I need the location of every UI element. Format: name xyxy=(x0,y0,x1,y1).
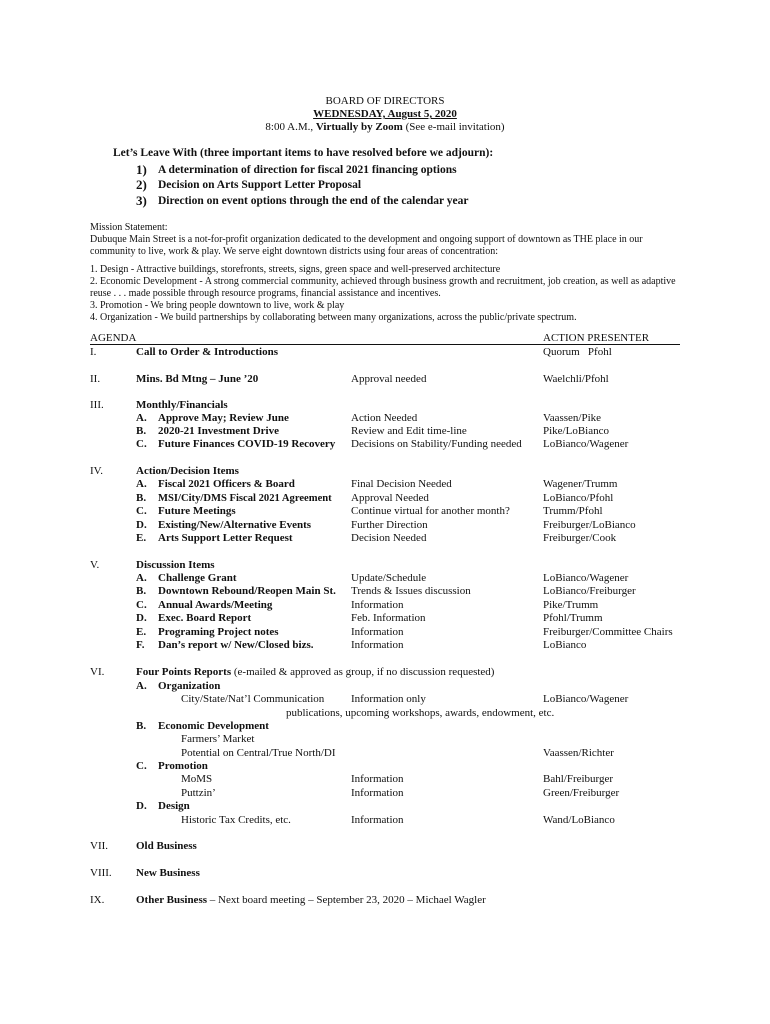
presenter: Waelchli/Pfohl xyxy=(543,373,609,385)
item-title: Future Finances COVID-19 Recovery xyxy=(158,438,336,450)
presenter: Vaassen/Pike xyxy=(543,412,602,424)
presenter: LoBianco/Freiburger xyxy=(543,585,636,597)
item-letter: E. xyxy=(136,626,147,638)
item-title: Organization xyxy=(158,680,221,692)
sub-item: City/State/Nat’l Communication xyxy=(181,693,325,705)
presenter: Freiburger/Cook xyxy=(543,532,617,544)
item-letter: B. xyxy=(136,425,147,437)
item-title: Programing Project notes xyxy=(158,626,279,638)
action: Information xyxy=(351,639,404,651)
presenter: Bahl/Freiburger xyxy=(543,773,614,785)
presenter: LoBianco/Wagener xyxy=(543,572,629,584)
section-title: New Business xyxy=(136,867,200,879)
sub-item: Historic Tax Credits, etc. xyxy=(181,814,291,826)
section-title: Monthly/Financials xyxy=(136,399,228,411)
item-letter: C. xyxy=(136,505,147,517)
section-title: Action/Decision Items xyxy=(136,465,239,477)
sub-item-detail: publications, upcoming workshops, awards, endowment, etc. xyxy=(286,707,555,719)
action: Continue virtual for another month? xyxy=(351,505,510,517)
item-title: MSI/City/DMS Fiscal 2021 Agreement xyxy=(158,493,332,504)
item-title: Arts Support Letter Request xyxy=(158,532,293,544)
item-letter: F. xyxy=(136,639,145,651)
section-num: VIII. xyxy=(90,867,112,879)
item-letter: C. xyxy=(136,760,147,772)
mission-label: Mission Statement: xyxy=(90,222,168,233)
time-suffix: (See e-mail invitation) xyxy=(402,121,505,133)
item-letter: B. xyxy=(136,585,147,597)
item-letter: D. xyxy=(136,612,147,624)
presenter: Pike/Trumm xyxy=(543,599,599,611)
sub-item: Potential on Central/True North/DI xyxy=(181,747,336,759)
next-meeting-text: – Next board meeting – September 23, 2020 – Michael Wagler xyxy=(207,894,486,906)
section-num: VII. xyxy=(90,840,109,852)
item-title: Approve May; Review June xyxy=(158,412,289,424)
presenter-heading: ACTION PRESENTER xyxy=(543,332,650,344)
action: Information xyxy=(351,599,404,611)
item-letter: C. xyxy=(136,599,147,611)
concentration-organization: 4. Organization - We build partnerships by collaborating between many organizations, across the public/private spectrum. xyxy=(90,312,577,323)
goal-num: 2) xyxy=(136,177,147,192)
item-title: Exec. Board Report xyxy=(158,612,252,624)
item-letter: C. xyxy=(136,438,147,450)
item-title: Annual Awards/Meeting xyxy=(158,599,273,611)
action: Information xyxy=(351,773,404,785)
agenda-rule xyxy=(90,344,680,345)
presenter: LoBianco xyxy=(543,639,587,651)
section-title: Old Business xyxy=(136,840,197,852)
presenter: LoBianco/Wagener xyxy=(543,693,629,705)
leave-with-heading: Let’s Leave With (three important items to have resolved before we adjourn): xyxy=(113,147,494,159)
item-title: Design xyxy=(158,800,190,812)
action: Decisions on Stability/Funding needed xyxy=(351,438,522,450)
action: Information xyxy=(351,626,404,638)
section-num: VI. xyxy=(90,666,105,678)
item-letter: A. xyxy=(136,680,147,692)
presenter: LoBianco/Wagener xyxy=(543,438,629,450)
action: Feb. Information xyxy=(351,612,426,624)
section-num: II. xyxy=(90,373,101,385)
presenter: Trumm/Pfohl xyxy=(543,505,603,517)
doc-title: BOARD OF DIRECTORS xyxy=(325,95,445,107)
presenter: Vaassen/Richter xyxy=(543,747,614,759)
time-prefix: 8:00 A.M., xyxy=(265,121,316,133)
agenda-heading: AGENDA xyxy=(90,332,137,344)
item-letter: A. xyxy=(136,412,147,424)
section-title: Four Points Reports xyxy=(136,666,232,678)
goal-num: 1) xyxy=(136,162,147,177)
four-points-heading xyxy=(136,666,494,679)
section-title: Other Business xyxy=(136,894,208,906)
item-letter: D. xyxy=(136,519,147,531)
action: Information only xyxy=(351,693,426,705)
presenter: Wand/LoBianco xyxy=(543,814,615,826)
section-num: III. xyxy=(90,399,104,411)
sub-item: Farmers’ Market xyxy=(181,733,255,745)
concentration-promotion: 3. Promotion - We bring people downtown to live, work & play xyxy=(90,300,345,311)
action: Information xyxy=(351,787,404,799)
action: Decision Needed xyxy=(351,532,427,544)
mission-text: Dubuque Main Street is a not-for-profit organization dedicated to the development and ongoing support of downtown as THE place in our community to live, work & play. We serve eight downtown districts using four areas of concentration: xyxy=(90,234,643,257)
concentration-economic: 2. Economic Development - A strong commercial community, achieved through business growth and recruitment, job creation, as well as adaptive reuse . . . made possible through resource programs, financial assistance and incentives. xyxy=(90,276,676,299)
action: Review and Edit time-line xyxy=(351,425,467,437)
item-letter: E. xyxy=(136,532,147,544)
time-bold: Virtually by Zoom xyxy=(315,121,403,133)
sub-item: Puttzin’ xyxy=(181,787,216,799)
presenter: LoBianco/Pfohl xyxy=(543,492,614,504)
presenter: Freiburger/LoBianco xyxy=(543,519,636,531)
presenter: Pike/LoBianco xyxy=(543,425,609,437)
action: Final Decision Needed xyxy=(351,478,452,490)
action: Update/Schedule xyxy=(351,572,427,584)
presenter: Quorum Pfohl xyxy=(543,346,612,358)
action: Action Needed xyxy=(351,412,418,424)
item-title: Dan’s report w/ New/Closed bizs. xyxy=(158,639,314,651)
action: Further Direction xyxy=(351,519,428,531)
presenter: Freiburger/Committee Chairs xyxy=(543,626,673,638)
item-letter: B. xyxy=(136,492,147,504)
action: Approval needed xyxy=(351,373,427,385)
item-title: Fiscal 2021 Officers & Board xyxy=(158,478,295,490)
presenter: Pfohl/Trumm xyxy=(543,612,603,624)
item-title: 2020-21 Investment Drive xyxy=(158,425,279,437)
section-title: Mins. Bd Mtng – June ’20 xyxy=(136,373,259,385)
section-num: IV. xyxy=(90,465,103,477)
item-title: Future Meetings xyxy=(158,505,236,517)
section-note: (e-mailed & approved as group, if no discussion requested) xyxy=(231,666,495,678)
section-num: I. xyxy=(90,346,97,358)
section-num: IX. xyxy=(90,894,105,906)
goal-item: Direction on event options through the end of the calendar year xyxy=(158,195,469,207)
goal-item: Decision on Arts Support Letter Proposal xyxy=(158,179,362,191)
item-title: Economic Development xyxy=(158,720,269,732)
action: Trends & Issues discussion xyxy=(351,585,471,597)
action: Approval Needed xyxy=(351,492,429,504)
presenter: Green/Freiburger xyxy=(543,787,620,799)
item-title: Challenge Grant xyxy=(158,572,237,584)
meeting-time xyxy=(0,121,770,134)
action: Information xyxy=(351,814,404,826)
section-title: Call to Order & Introductions xyxy=(136,346,278,358)
concentration-design: 1. Design - Attractive buildings, storefronts, streets, signs, green space and well-preserved architecture xyxy=(90,264,501,275)
sub-item: MoMS xyxy=(181,773,213,785)
item-letter: B. xyxy=(136,720,147,732)
item-letter: A. xyxy=(136,572,147,584)
meeting-date: WEDNESDAY, August 5, 2020 xyxy=(313,108,457,120)
presenter: Wagener/Trumm xyxy=(543,478,618,490)
goal-num: 3) xyxy=(136,193,147,208)
item-title: Existing/New/Alternative Events xyxy=(158,519,312,531)
item-title: Promotion xyxy=(158,760,208,772)
item-letter: D. xyxy=(136,800,147,812)
item-letter: A. xyxy=(136,478,147,490)
other-business xyxy=(136,894,486,907)
section-title: Discussion Items xyxy=(136,559,215,571)
section-num: V. xyxy=(90,559,100,571)
goal-item: A determination of direction for fiscal 2021 financing options xyxy=(158,164,457,176)
item-title: Downtown Rebound/Reopen Main St. xyxy=(158,585,336,597)
